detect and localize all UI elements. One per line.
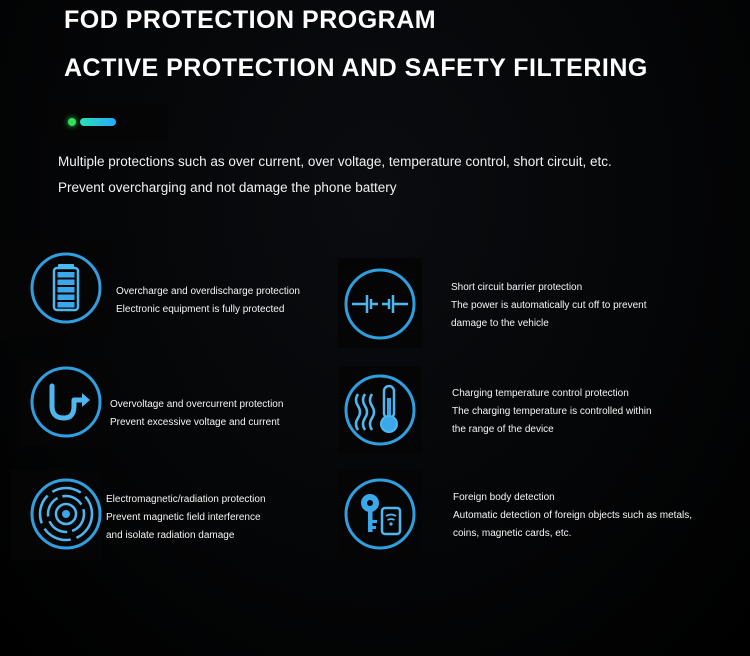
feature-desc: damage to the vehicle <box>451 318 549 329</box>
radiation-shield-icon <box>28 476 104 552</box>
thermometer-icon <box>342 372 418 448</box>
feature-desc: coins, magnetic cards, etc. <box>453 528 572 539</box>
feature-desc: and isolate radiation damage <box>106 530 235 541</box>
short-circuit-icon <box>342 266 418 342</box>
feature-desc: Prevent magnetic field interference <box>106 512 261 523</box>
short-circuit-icon-box <box>338 258 422 348</box>
feature-title: Overvoltage and overcurrent protection <box>110 399 284 410</box>
feature-title: Electromagnetic/radiation protection <box>106 494 266 505</box>
radiation-icon-box <box>10 470 102 560</box>
feature-title: Charging temperature control protection <box>452 388 629 399</box>
u-turn-icon-box <box>20 358 112 446</box>
feature-desc: Electronic equipment is fully protected <box>116 304 285 315</box>
feature-desc: The charging temperature is controlled within <box>452 406 652 417</box>
battery-icon-box <box>0 238 112 338</box>
page-title: FOD PROTECTION PROGRAM <box>64 6 437 34</box>
status-indicator <box>48 105 168 141</box>
feature-title: Short circuit barrier protection <box>451 282 583 293</box>
feature-title: Foreign body detection <box>453 492 555 503</box>
feature-desc: Prevent excessive voltage and current <box>110 417 280 428</box>
status-bar-icon <box>80 118 116 126</box>
u-turn-arrow-icon <box>28 364 104 440</box>
feature-desc: Automatic detection of foreign objects such as metals, <box>453 510 693 521</box>
thermometer-icon-box <box>338 366 422 454</box>
page-subtitle: ACTIVE PROTECTION AND SAFETY FILTERING <box>64 54 648 82</box>
key-card-icon <box>342 476 418 552</box>
intro-line-1: Multiple protections such as over current, over voltage, temperature control, short circuit, etc. <box>58 154 612 169</box>
feature-desc: The power is automatically cut off to prevent <box>451 300 647 311</box>
feature-title: Overcharge and overdischarge protection <box>116 286 300 297</box>
battery-icon <box>28 250 104 326</box>
feature-desc: the range of the device <box>452 424 554 435</box>
status-dot-icon <box>68 118 76 126</box>
intro-line-2: Prevent overcharging and not damage the phone battery <box>58 180 397 195</box>
key-card-icon-box <box>338 470 422 558</box>
